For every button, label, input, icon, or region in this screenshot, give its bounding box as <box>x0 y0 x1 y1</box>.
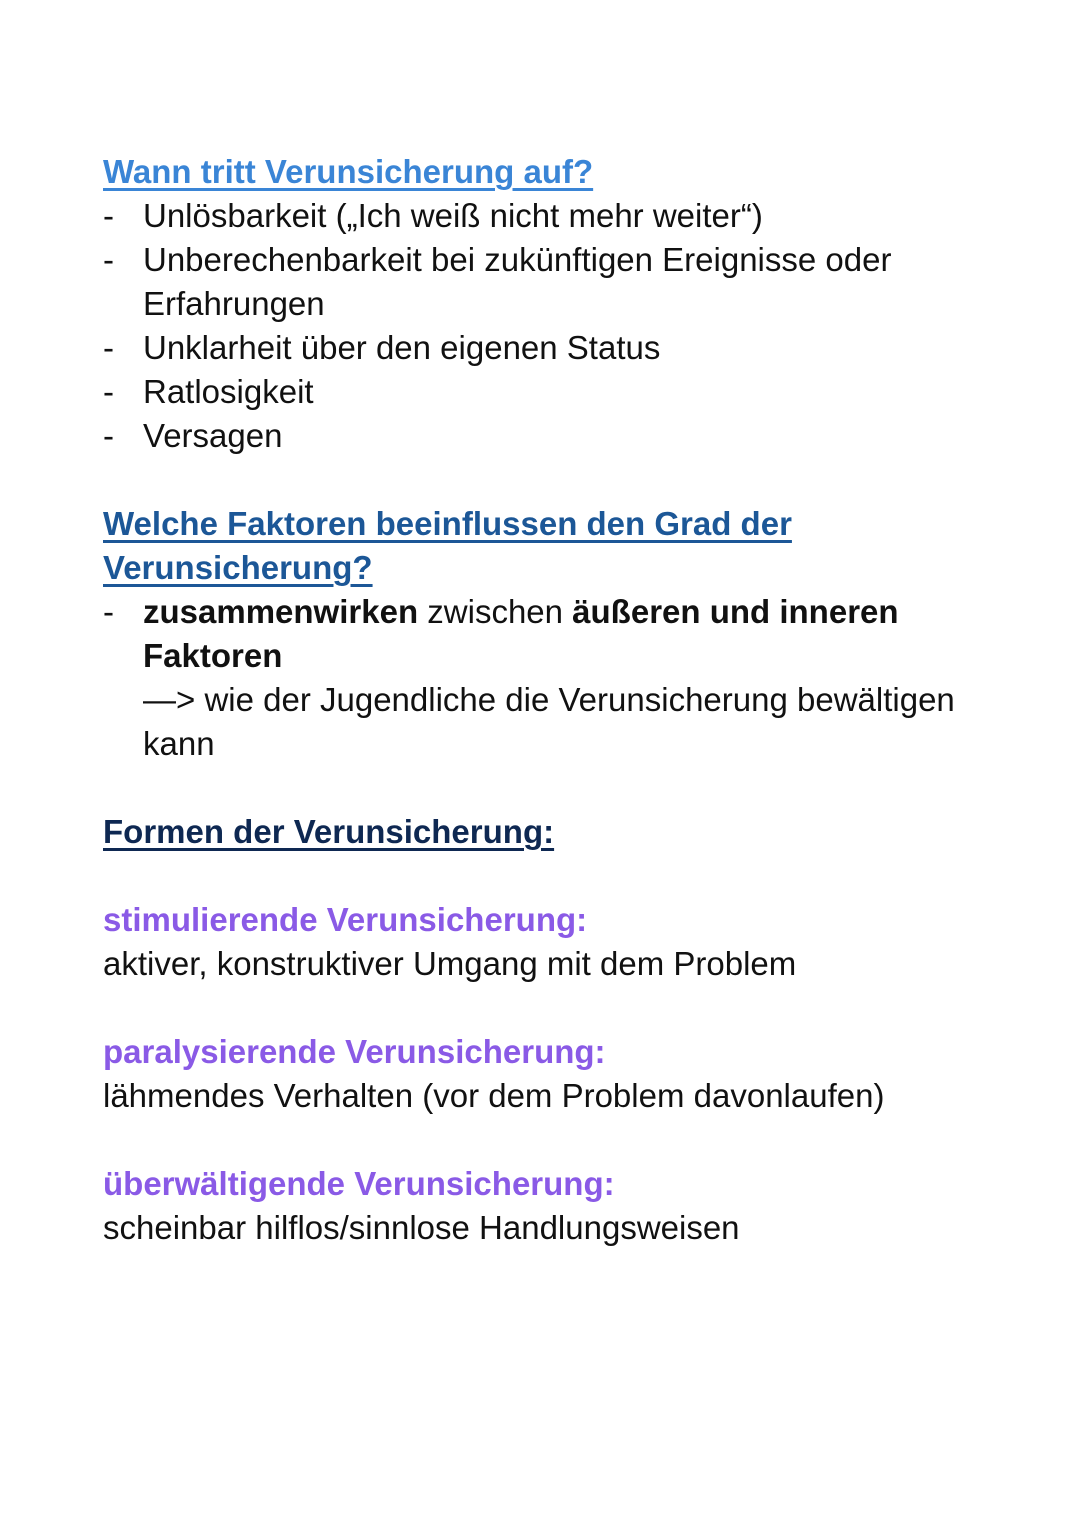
spacer <box>103 854 1003 898</box>
dash-bullet: - <box>103 241 114 278</box>
form-title: paralysierende Verunsicherung: <box>103 1033 606 1070</box>
list-item-text: Unklarheit über den eigenen Status <box>143 329 661 366</box>
spacer <box>103 458 1003 502</box>
spacer <box>103 766 1003 810</box>
bold-term: zusammenwirken <box>143 593 419 630</box>
list-item <box>103 194 1003 238</box>
list-item-text: Versagen <box>143 417 283 454</box>
spacer <box>103 1118 1003 1162</box>
document-page <box>103 150 1003 1250</box>
form-title: stimulierende Verunsicherung: <box>103 901 588 938</box>
heading-when-uncertainty: Wann tritt Verunsicherung auf? <box>103 153 594 190</box>
form-description: aktiver, konstruktiver Umgang mit dem Problem <box>103 945 797 982</box>
form-block <box>103 1030 1003 1118</box>
list-when-uncertainty <box>103 194 1003 458</box>
list-item-text: Unberechenbarkeit bei zukünftigen Ereignisse oder Erfahrungen <box>143 241 892 322</box>
list-item-text: Ratlosigkeit <box>143 373 314 410</box>
heading-factors: Welche Faktoren beeinflussen den Grad der Verunsicherung? <box>103 505 792 586</box>
bold-term: äußeren und inneren Faktoren <box>143 593 899 674</box>
arrow-explanation: —> wie der Jugendliche die Verunsicherung bewältigen kann <box>143 681 955 762</box>
list-factors <box>103 590 1003 678</box>
dash-bullet: - <box>103 373 114 410</box>
dash-bullet: - <box>103 197 114 234</box>
dash-bullet: - <box>103 417 114 454</box>
list-item <box>103 414 1003 458</box>
form-title: überwältigende Verunsicherung: <box>103 1165 615 1202</box>
form-description: scheinbar hilflos/sinnlose Handlungsweisen <box>103 1209 740 1246</box>
heading-forms: Formen der Verunsicherung: <box>103 813 555 850</box>
list-item <box>103 326 1003 370</box>
spacer <box>103 986 1003 1030</box>
form-block <box>103 898 1003 986</box>
list-item <box>103 238 1003 326</box>
list-item <box>103 370 1003 414</box>
dash-bullet: - <box>103 593 114 630</box>
list-item-text: Unlösbarkeit („Ich weiß nicht mehr weiter“) <box>143 197 763 234</box>
list-item <box>103 590 1003 678</box>
connector-text: zwischen <box>418 593 573 630</box>
form-description: lähmendes Verhalten (vor dem Problem davonlaufen) <box>103 1077 885 1114</box>
form-block <box>103 1162 1003 1250</box>
dash-bullet: - <box>103 329 114 366</box>
